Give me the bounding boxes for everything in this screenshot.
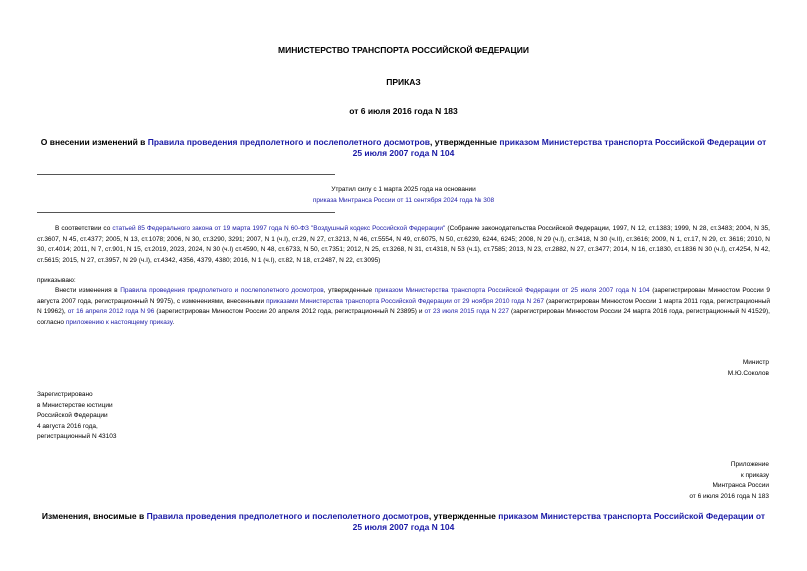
air-code-link[interactable]: статьей 85 Федерального закона от 19 марта 1997 года N 60-ФЗ "Воздушный кодекс Российской Федерации" [112, 225, 446, 232]
title-prefix: О внесении изменений в [40, 137, 148, 147]
order-link-96[interactable]: от 16 апреля 2012 года N 96 [67, 308, 155, 315]
preamble-prefix: В соответствии со [55, 225, 113, 232]
appendix-block [689, 460, 769, 502]
registration-block [37, 390, 117, 443]
order-text-3: (зарегистрирован Минюстом России 1 марта 2011 года, регистрационный N 19962), [37, 297, 770, 315]
appendix-title-link-order-104[interactable]: приказом Министерства транспорта Российской Федерации от 25 июля 2007 года N 104 [352, 511, 766, 532]
order-link-104[interactable]: приказом Министерства транспорта Российской Федерации от 25 июля 2007 года N 104 [374, 287, 650, 294]
order-link-267[interactable]: приказами Министерства транспорта Российской Федерации от 29 ноября 2010 года N 267 [266, 297, 545, 305]
doc-type-heading: ПРИКАЗ [386, 77, 421, 87]
registration-line: регистрационный N 43103 [37, 433, 117, 440]
preamble-paragraph [37, 224, 770, 266]
doc-date-number: от 6 июля 2016 года N 183 [349, 106, 458, 116]
title-link-rules[interactable]: Правила проведения предполетного и послеполетного досмотров [147, 137, 430, 147]
lost-force-link[interactable]: приказа Минтранса России от 11 сентября 2024 года № 308 [312, 197, 495, 204]
order-paragraph [37, 286, 770, 328]
order-link-rules[interactable]: Правила проведения предполетного и послеполетного досмотров [120, 287, 324, 294]
signature-block [728, 358, 769, 379]
signature-name: М.Ю.Соколов [727, 369, 769, 377]
registration-line: Российской Федерации [37, 412, 108, 419]
divider-top [37, 174, 335, 175]
appendix-link[interactable]: приложению к настоящему приказу [65, 318, 173, 326]
appendix-title-prefix: Изменения, вносимые в [41, 511, 147, 521]
preamble-rest: (Собрание законодательства Российской Федерации, 1997, N 12, ст.1383; 1999, N 28, ст.3483; 2004, N 35, ст.3607, N 45, ст.4377; 2005, N 13, ст.1078; 2006, N 30, ст.3290, 3291; 2007, N 1 (ч.I), ст.29, N 27, ст.3213, N 46, ст.5554, N 49, ст.6075, N 50, ст.6239, 6244, 6245; 2008, N 29 (ч.I), ст.3418, N 30 (ч.II), ст.3616; 2009, N 1, ст.17, N 29, ст. 3616; 2010, N 30, ст.4014; 2011, N 7, ст.901, N 15, ст.2019, 2023, 2024, N 30 (ч.I) ст.4590, N 48, ст.6733, N 50, ст.7351; 2012, N 25, ст.3268, N 31, ст.4318, N 53 (ч.1), ст.7585; 2013, N 23, ст.2882, N 27, ст.3477; 2014, N 16, ст.1830, ст.1836 N 30 (ч.I), ст.4254, N 42, ст.5615; 2015, N 27, ст.3957, N 29 (ч.I), ст.4342, 4356, 4379, 4380; 2016, N 1 (ч.I), ст.82, N 18, ст.2487, N 22, ст.3095) [37, 225, 770, 264]
order-text-1: , утвержденные [323, 287, 375, 294]
appendix-title [40, 511, 767, 533]
lost-force-text: Утратил силу с 1 марта 2025 года на основании [331, 186, 476, 193]
registration-line: 4 августа 2016 года, [37, 422, 98, 430]
lost-force-notice [0, 184, 807, 206]
appendix-line: Приложение [730, 461, 769, 468]
registration-line: Зарегистрировано [37, 391, 93, 398]
title-middle: , утвержденные [429, 137, 500, 147]
title-link-order-104[interactable]: приказом Министерства транспорта Российской Федерации от 25 июля 2007 года N 104 [352, 137, 767, 158]
order-text-5: (зарегистрирован Минюстом России 24 марта 2016 года, регистрационный N 41529), согласно [37, 308, 770, 326]
document-title [40, 137, 767, 159]
divider-bottom [37, 212, 335, 213]
appendix-title-middle: , утвержденные [428, 511, 499, 521]
order-link-227[interactable]: от 23 июля 2015 года N 227 [424, 308, 509, 315]
appendix-line: Минтранса России [712, 482, 769, 489]
appendix-line: к приказу [740, 471, 769, 479]
appendix-line: от 6 июля 2016 года N 183 [689, 492, 769, 500]
signature-position: Министр [742, 359, 769, 366]
order-prefix: Внести изменения в [55, 287, 121, 294]
registration-line: в Министерстве юстиции [37, 401, 113, 409]
ministry-heading: МИНИСТЕРСТВО ТРАНСПОРТА РОССИЙСКОЙ ФЕДЕРАЦИИ [278, 45, 529, 55]
appendix-title-link-rules[interactable]: Правила проведения предполетного и послеполетного досмотров [146, 511, 429, 521]
order-text-2: (зарегистрирован Минюстом России 9 августа 2007 года, регистрационный N 9975), с изменениями, внесенными [37, 287, 771, 305]
order-word: приказываю: [37, 277, 76, 284]
order-text-6: . [172, 318, 175, 326]
order-text-4: (зарегистрирован Минюстом России 20 апреля 2012 года, регистрационный N 23895) и [154, 308, 425, 315]
